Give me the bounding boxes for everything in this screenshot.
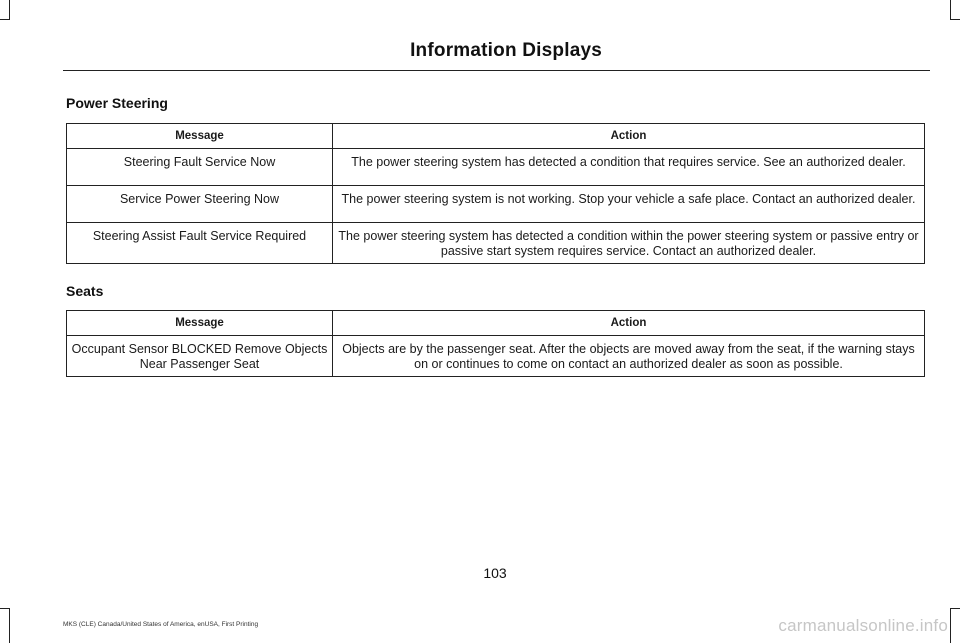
message-cell: Steering Fault Service Now [67, 149, 333, 186]
table-row [67, 149, 925, 186]
section-title-seats: Seats [66, 283, 104, 299]
column-header-action: Action [333, 311, 925, 336]
seats-table [66, 310, 925, 377]
crop-mark [950, 19, 960, 20]
table-row [67, 186, 925, 223]
crop-mark [950, 608, 951, 643]
table-header-row [67, 124, 925, 149]
header-divider [63, 70, 930, 71]
message-cell: Service Power Steering Now [67, 186, 333, 223]
page-number: 103 [483, 565, 507, 581]
power-steering-table [66, 123, 925, 264]
crop-mark [9, 0, 10, 20]
action-cell: Objects are by the passenger seat. After the objects are moved away from the seat, if the warning stays on or continues to come on contact an authorized dealer as soon as possible. [333, 336, 925, 377]
table-row [67, 223, 925, 264]
page-header-title: Information Displays [410, 40, 602, 61]
column-header-message: Message [67, 124, 333, 149]
message-cell: Occupant Sensor BLOCKED Remove Objects Near Passenger Seat [67, 336, 333, 377]
action-cell: The power steering system is not working. Stop your vehicle a safe place. Contact an authorized dealer. [333, 186, 925, 223]
crop-mark [9, 608, 10, 643]
crop-mark [950, 0, 951, 20]
crop-mark [0, 608, 10, 609]
table-row [67, 336, 925, 377]
message-cell: Steering Assist Fault Service Required [67, 223, 333, 264]
crop-mark [0, 19, 10, 20]
action-cell: The power steering system has detected a condition that requires service. See an authorized dealer. [333, 149, 925, 186]
section-title-power-steering: Power Steering [66, 95, 168, 111]
action-cell: The power steering system has detected a condition within the power steering system or passive entry or passive start system requires service. Contact an authorized dealer. [333, 223, 925, 264]
column-header-action: Action [333, 124, 925, 149]
edition-footer: MKS (CLE) Canada/United States of America, enUSA, First Printing [63, 621, 259, 628]
crop-mark [950, 608, 960, 609]
table-header-row [67, 311, 925, 336]
watermark: carmanualsonline.info [778, 616, 948, 635]
column-header-message: Message [67, 311, 333, 336]
